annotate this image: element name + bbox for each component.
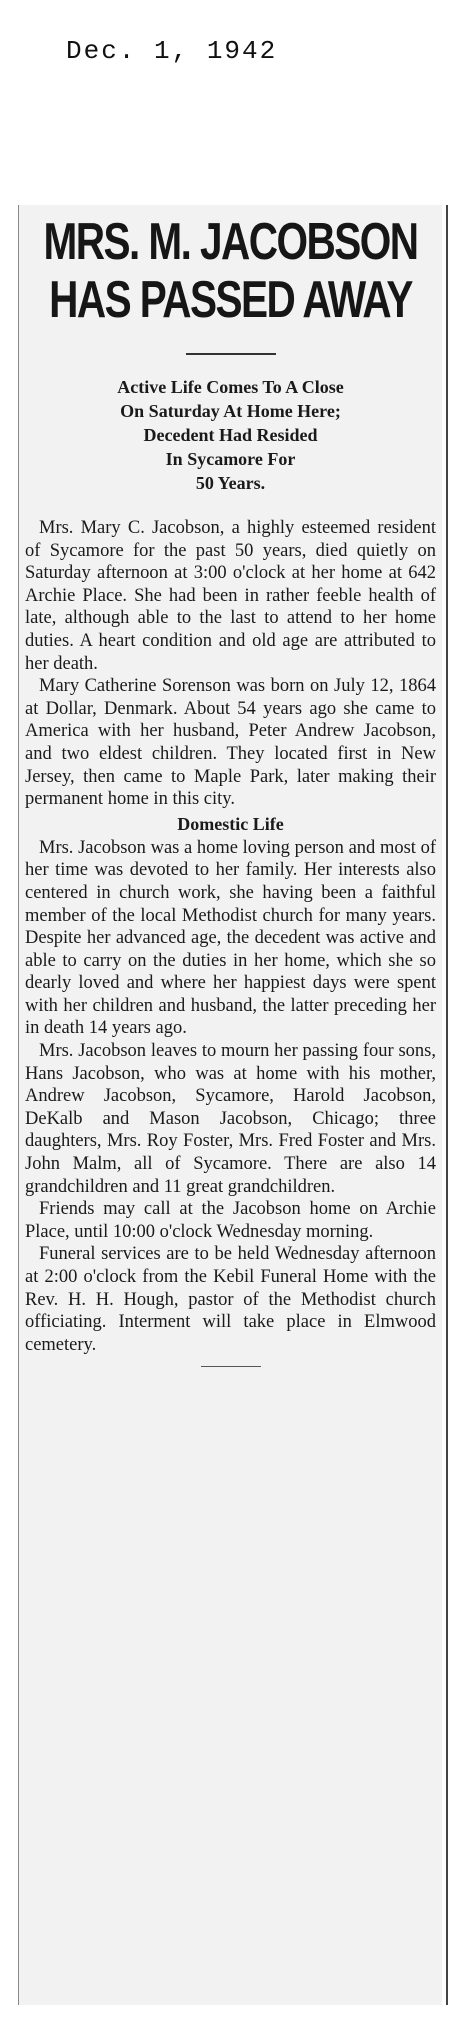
paragraph-funeral: Funeral services are to be held Wednesday afternoon at 2:00 o'clock from the Kebil Funeral Home with the Rev. H. H. Hough, pastor of the Methodist church officiating. Interment will take place in Elmwood cemetery. <box>25 1244 436 1355</box>
subhead-line-3: Decedent Had Resided <box>143 425 318 445</box>
clipping-edge-line <box>446 205 448 2005</box>
subhead-line-4: In Sycamore For <box>165 449 296 469</box>
headline <box>23 213 437 329</box>
newspaper-clipping <box>18 205 442 2005</box>
subhead-line-1: Active Life Comes To A Close <box>117 377 344 397</box>
section-heading-domestic-life: Domestic Life <box>177 813 284 834</box>
headline-line-2: HAS PASSED AWAY <box>49 271 412 329</box>
subhead-line-2: On Saturday At Home Here; <box>120 401 341 421</box>
paragraph-domestic-life: Mrs. Jacobson was a home loving person and most of her time was devoted to her family. Her interests also centered in church work, she having been a faithful member of the local Methodist church for many years. Despite her advanced age, the decedent was active and able to carry on the duties in her home, which she so dearly loved and where her happiest days were spent with her children and husband, the latter preceding her in death 14 years ago. <box>25 837 436 1039</box>
handwritten-date-note: Dec. 1, 1942 <box>66 36 278 66</box>
article-end-rule <box>201 1366 261 1367</box>
subheadline <box>25 375 436 495</box>
paragraph-survivors: Mrs. Jacobson leaves to mourn her passing four sons, Hans Jacobson, who was at home with his mother, Andrew Jacobson, Sycamore, Harold Jacobson, DeKalb and Mason Jacobson, Chicago; three daughters, Mrs. Roy Foster, Mrs. Fred Foster and Mrs. John Malm, all of Sycamore. There are also 14 grandchildren and 11 great grandchildren. <box>25 1041 436 1197</box>
headline-divider <box>186 353 276 355</box>
paragraph-death-notice: Mrs. Mary C. Jacobson, a highly esteemed resident of Sycamore for the past 50 years, died quietly on Saturday afternoon at 3:00 o'clock at her home at 642 Archie Place. She had been in rather feeble health of late, although able to the last to attend to her home duties. A heart condition and old age are attributed to her death. <box>25 518 436 674</box>
paragraph-biography: Mary Catherine Sorenson was born on July 12, 1864 at Dollar, Denmark. About 54 years ago she came to America with her husband, Peter Andrew Jacobson, and two eldest children. They located first in New Jersey, then came to Maple Park, later making their permanent home in this city. <box>25 676 436 810</box>
subhead-line-5: 50 Years. <box>195 473 266 493</box>
article-body <box>25 517 436 1356</box>
headline-line-1: MRS. M. JACOBSON <box>43 213 418 271</box>
paragraph-visitation: Friends may call at the Jacobson home on Archie Place, until 10:00 o'clock Wednesday morning. <box>25 1199 436 1242</box>
